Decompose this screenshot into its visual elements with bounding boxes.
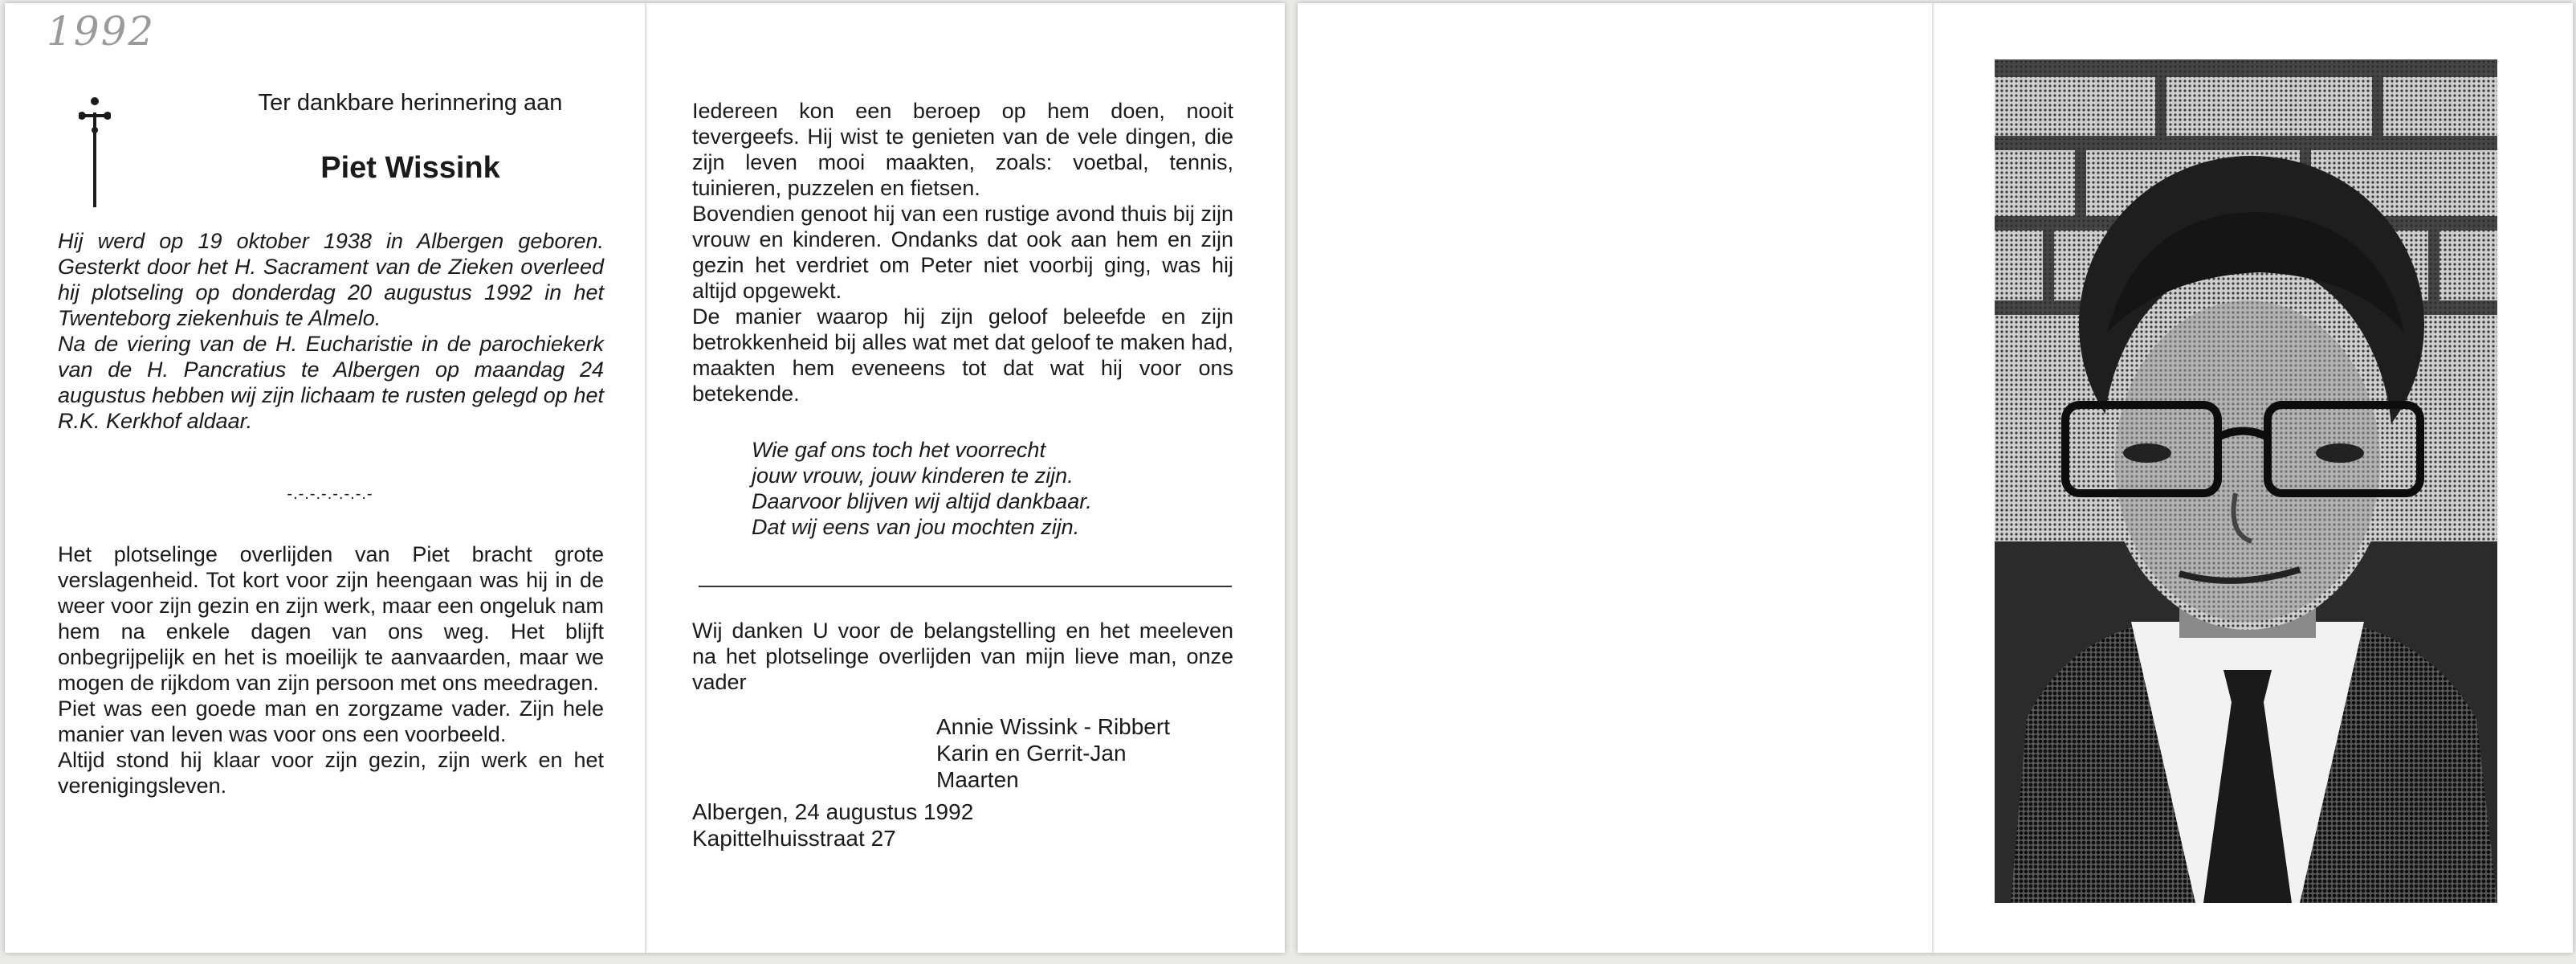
place-and-date <box>692 799 1142 852</box>
separator: -.-.-.-.-.-.-.- <box>287 485 373 503</box>
heading-intro: Ter dankbare herinnering aan <box>258 90 563 116</box>
thanks-text: Wij danken U voor de belangstelling en het meeleven na het plotselinge overlijden van mijn lieve man, onze vader <box>692 619 1233 694</box>
poem-line: Dat wij eens van jou mochten zijn. <box>752 515 1080 539</box>
portrait-photo <box>1995 59 2497 903</box>
card-fold <box>1932 3 1934 953</box>
deceased-name: Piet Wissink <box>320 151 500 185</box>
biography-text: Hij werd op 19 oktober 1938 in Albergen geboren. Gesterkt door het H. Sacrament van de Zieken overleed hij plotseling op donderdag 20 augustus 1992 in het Twenteborg ziekenhuis te Almelo. Na de viering van de H. Eucharistie in de parochiekerk van de H. Pancratius te Albergen op maandag 24 augustus hebben wij zijn lichaam te rusten gelegd op het R.K. Kerkhof aldaar. <box>58 229 604 433</box>
card-fold <box>645 3 647 953</box>
poem-line: jouw vrouw, jouw kinderen te zijn. <box>752 464 1074 488</box>
poem <box>752 437 1217 540</box>
memorial-card-back <box>1298 3 2573 953</box>
tribute-continued-text: Iedereen kon een beroep op hem doen, nooit tevergeefs. Hij wist te genieten van de vele dingen, die zijn leven mooi maakten, zoals: voetbal, tennis, tuinieren, puzzelen en fietsen. Bovendien genoot hij van een rustige avond thuis bij zijn vrouw en kinderen. Ondanks dat ook aan hem en zijn gezin het verdriet om Peter niet voorbij ging, was hij altijd opgewekt. De manier waarop hij zijn geloof beleefde en zijn betrokkenheid bij alles wat met dat geloof te maken had, maakten hem eveneens tot dat wat hij voor ons betekende. <box>692 99 1233 406</box>
poem-line: Daarvoor blijven wij altijd dankbaar. <box>752 489 1092 513</box>
address-line: Kapittelhuisstraat 27 <box>692 826 896 851</box>
signatures <box>936 713 1225 793</box>
poem-line: Wie gaf ons toch het voorrecht <box>752 438 1045 462</box>
divider-line <box>699 586 1232 587</box>
place-date-line: Albergen, 24 augustus 1992 <box>692 799 974 824</box>
signature-line: Karin en Gerrit-Jan <box>936 741 1127 766</box>
cross-icon <box>79 96 111 213</box>
tribute-text: Het plotselinge overlijden van Piet bracht grote verslagenheid. Tot kort voor zijn heengaan was hij in de weer voor zijn gezin en zijn werk, maar een ongeluk nam hem na enkele dagen van ons weg. Het blijft onbegrijpelijk en het is moeilijk te aanvaarden, maar we mogen de rijkdom van zijn persoon met ons meedragen. Piet was een goede man en zorgzame vader. Zijn hele manier van leven was voor ons een voorbeeld. Altijd stond hij klaar voor zijn gezin, zijn werk en het verenigingsleven. <box>58 542 604 798</box>
signature-line: Maarten <box>936 767 1019 792</box>
memorial-card-inside <box>5 3 1285 953</box>
signature-line: Annie Wissink - Ribbert <box>936 714 1170 739</box>
handwritten-year: 1992 <box>47 8 156 55</box>
